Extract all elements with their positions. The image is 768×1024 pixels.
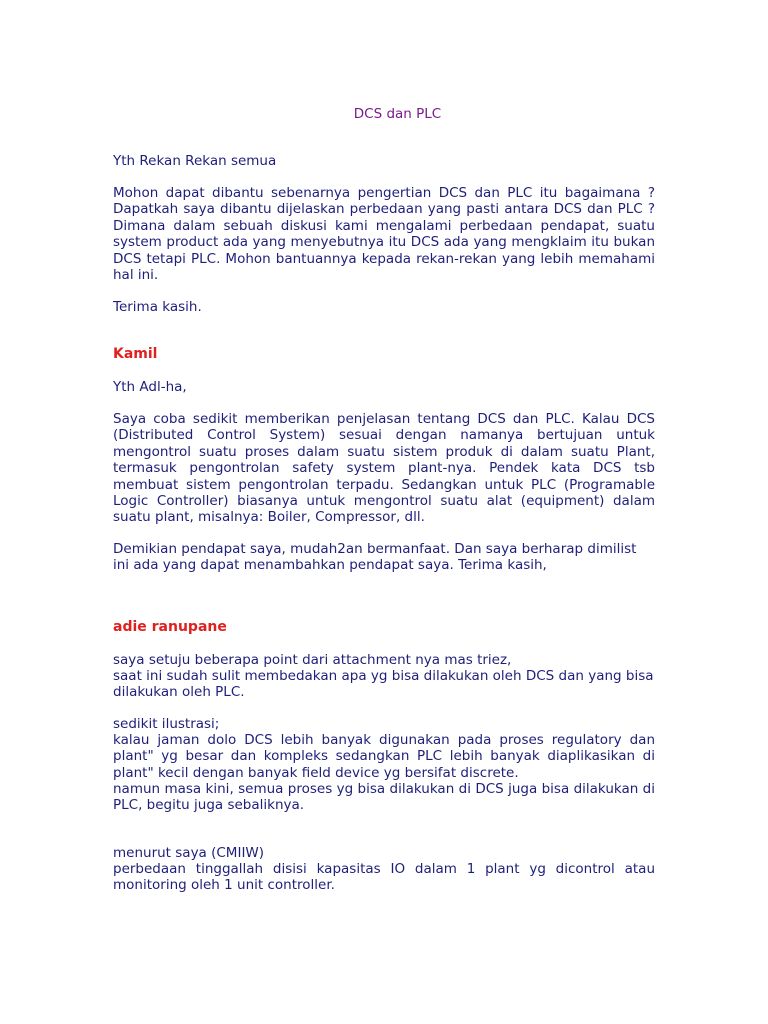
question-greeting: Yth Rekan Rekan semua (113, 153, 277, 169)
reply-adie-line1: saya setuju beberapa point dari attachment nya mas triez, (113, 652, 512, 668)
reply-adie-illustration-body: kalau jaman dolo DCS lebih banyak digunakan pada proses regulatory dan plant" yg besar dan kompleks sedangkan PLC lebih banyak diaplikasikan di plant" kecil dengan banyak field device yg bersifat discrete. (113, 732, 655, 781)
reply-kamil-body: Saya coba sedikit memberikan penjelasan tentang DCS dan PLC. Kalau DCS (Distributed Control System) sesuai dengan namanya bertujuan untuk mengontrol suatu proses dalam suatu sistem produk di dalam suatu Plant, termasuk pengontrolan safety system plant-nya. Pendek kata DCS tsb membuat sistem pengontrolan terpadu. Sedangkan untuk PLC (Programable Logic Controller) biasanya untuk mengontrol suatu alat (equipment) dalam suatu plant, misalnya: Boiler, Compressor, dll. (113, 411, 655, 526)
reply-adie-illustration-heading: sedikit ilustrasi; (113, 716, 220, 732)
page-title: DCS dan PLC (353, 106, 442, 122)
question-closing: Terima kasih. (113, 299, 202, 315)
reply-author-kamil: Kamil (113, 346, 158, 362)
reply-author-adie: adie ranupane (113, 619, 227, 635)
reply-adie-illustration-now: namun masa kini, semua proses yg bisa dilakukan di DCS juga bisa dilakukan di PLC, begitu juga sebaliknya. (113, 781, 655, 814)
reply-adie-opinion-body: perbedaan tinggallah disisi kapasitas IO dalam 1 plant yg dicontrol atau monitoring oleh 1 unit controller. (113, 861, 655, 894)
reply-kamil-greeting: Yth Adl-ha, (113, 379, 187, 395)
reply-adie-opinion-heading: menurut saya (CMIIW) (113, 845, 265, 861)
reply-adie-line2: saat ini sudah sulit membedakan apa yg bisa dilakukan oleh DCS dan yang bisa dilakukan oleh PLC. (113, 668, 654, 701)
reply-kamil-closing: Demikian pendapat saya, mudah2an bermanfaat. Dan saya berharap dimilist ini ada yang dapat menambahkan pendapat saya. Terima kasih, (113, 541, 637, 574)
question-body: Mohon dapat dibantu sebenarnya pengertian DCS dan PLC itu bagaimana ? Dapatkah saya dibantu dijelaskan perbedaan yang pasti antara DCS dan PLC ? Dimana dalam sebuah diskusi kami mengalami perbedaan pendapat, suatu system product ada yang menyebutnya itu DCS ada yang mengklaim itu bukan DCS tetapi PLC. Mohon bantuannya kepada rekan-rekan yang lebih memahami hal ini. (113, 185, 655, 284)
